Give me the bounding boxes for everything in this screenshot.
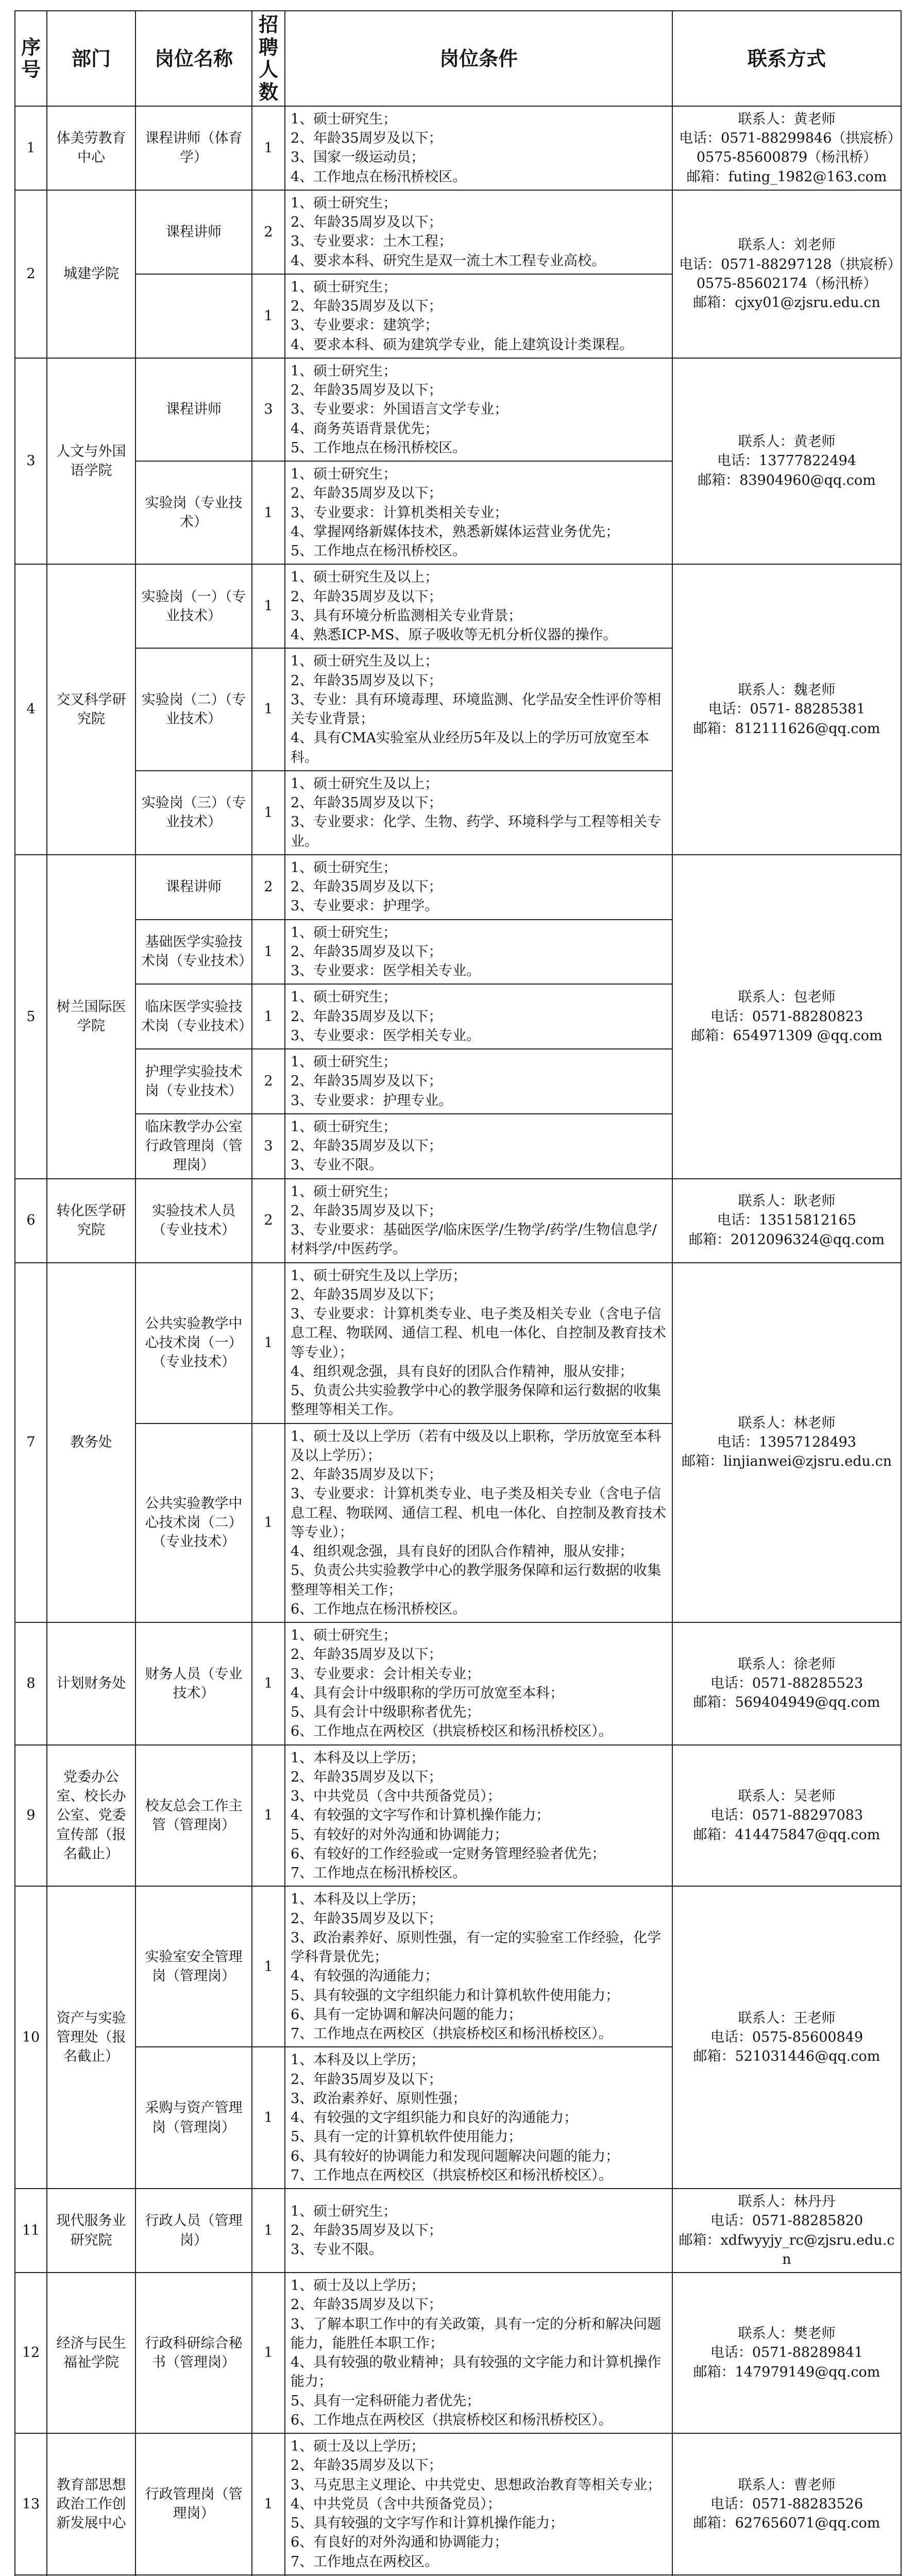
row-number: 12 bbox=[15, 2273, 47, 2433]
condition-line: 7、工作地点在两校区（拱宸桥校区和杨汛桥校区）。 bbox=[291, 2026, 613, 2042]
post-name: 实验室安全管理岗（管理岗） bbox=[135, 1886, 252, 2047]
condition-line: 4、有较强的沟通能力； bbox=[291, 1968, 439, 1985]
condition-line: 1、硕士研究生； bbox=[291, 1628, 397, 1643]
contact-line: 邮箱：654971309 @qq.com bbox=[691, 1027, 883, 1044]
condition-line: 1、硕士及以上学历（若有中级及以上职称，学历放宽至本科及以上学历）； bbox=[291, 1428, 662, 1464]
post-conditions bbox=[285, 358, 672, 461]
condition-line: 6、工作地点在两校区（拱宸桥校区和杨汛桥校区）。 bbox=[291, 2412, 613, 2428]
condition-line: 5、负责公共实验教学中心的教学服务保障和运行数据的收集整理等相关工作。 bbox=[291, 1383, 662, 1418]
contact-info bbox=[672, 2189, 901, 2273]
department-name: 树兰国际医学院 bbox=[47, 855, 135, 1179]
contact-line: 联系人：耿老师 bbox=[738, 1193, 836, 1210]
condition-line: 5、具有一定科研能力者优先； bbox=[291, 2393, 481, 2409]
condition-line: 7、工作地点在杨汛桥校区。 bbox=[291, 1865, 467, 1881]
condition-line: 5、具有较强的文字写作和计算机操作能力； bbox=[291, 2515, 564, 2531]
contact-line: 联系人：林老师 bbox=[738, 1415, 836, 1431]
table-row bbox=[15, 358, 901, 461]
contact-line: 联系人：刘老师 bbox=[738, 237, 836, 253]
header-post: 岗位名称 bbox=[135, 11, 252, 106]
condition-line: 2、年龄35周岁及以下； bbox=[291, 214, 443, 230]
post-conditions bbox=[285, 648, 672, 771]
table-row bbox=[15, 1886, 901, 2047]
condition-line: 4、具有CMA实验室从业经历5年及以上的学历可放宽至本科。 bbox=[291, 730, 650, 766]
row-number: 3 bbox=[15, 358, 47, 565]
condition-line: 5、工作地点在杨汛桥校区。 bbox=[291, 543, 467, 559]
hire-count: 1 bbox=[252, 461, 285, 564]
post-conditions bbox=[285, 855, 672, 920]
post-conditions bbox=[285, 1263, 672, 1423]
condition-line: 3、专业要求：计算机类专业、电子类及相关专业（含电子信息工程、物联网、通信工程、机电一体化、自控制及教育技术等专业）； bbox=[291, 1306, 666, 1361]
hire-count: 1 bbox=[252, 564, 285, 648]
condition-line: 1、硕士研究生； bbox=[291, 1054, 397, 1070]
hire-count: 2 bbox=[252, 1179, 285, 1263]
condition-line: 3、政治素养好、原则性强； bbox=[291, 2090, 467, 2107]
post-name: 课程讲师 bbox=[135, 190, 252, 274]
header-count: 招聘人数 bbox=[252, 11, 285, 106]
row-number: 7 bbox=[15, 1263, 47, 1623]
condition-line: 4、掌握网络新媒体技术，熟悉新媒体运营业务优先； bbox=[291, 523, 620, 540]
condition-line: 5、负责公共实验教学中心的教学服务保障和运行数据的收集整理等相关工作； bbox=[291, 1563, 662, 1598]
condition-line: 5、具有一定的计算机软件使用能力； bbox=[291, 2129, 522, 2145]
contact-info bbox=[672, 564, 901, 855]
department-name: 交叉科学研究院 bbox=[47, 564, 135, 855]
condition-line: 2、年龄35周岁及以下； bbox=[291, 2297, 443, 2313]
hire-count: 1 bbox=[252, 771, 285, 855]
post-name: 行政人员（管理岗） bbox=[135, 2189, 252, 2273]
condition-line: 1、硕士研究生； bbox=[291, 989, 397, 1006]
condition-line: 3、专业要求：计算机类相关专业； bbox=[291, 504, 509, 521]
condition-line: 3、专业：具有环境毒理、环境监测、化学品安全性评价等相关专业背景； bbox=[291, 691, 662, 727]
post-name: 实验岗（专业技术） bbox=[135, 461, 252, 564]
condition-line: 2、年龄35周岁及以下； bbox=[291, 130, 443, 146]
header-contact: 联系方式 bbox=[672, 11, 901, 106]
contact-line: 邮箱：cjxy01@zjsru.edu.cn bbox=[693, 295, 880, 311]
recruitment-table bbox=[14, 10, 902, 2576]
condition-line: 6、具有一定协调和解决问题的能力； bbox=[291, 2006, 522, 2023]
contact-line: 邮箱：521031446@qq.com bbox=[693, 2048, 880, 2065]
condition-line: 3、政治素养好、原则性强，有一定的实验室工作经验，化学学科背景优先； bbox=[291, 1929, 662, 1965]
condition-line: 4、具有较强的敬业精神；具有较强的文字能力和计算机操作能力； bbox=[291, 2354, 662, 2390]
condition-line: 3、专业要求：医学相关专业。 bbox=[291, 963, 481, 979]
table-row bbox=[15, 2189, 901, 2273]
condition-line: 1、硕士研究生； bbox=[291, 859, 397, 876]
condition-line: 3、专业要求：基础医学/临床医学/生物学/药学/生物信息学/材料学/中医药学。 bbox=[291, 1222, 657, 1258]
condition-line: 2、年龄35周岁及以下； bbox=[291, 1769, 443, 1785]
condition-line: 4、要求本科、研究生是双一流土木工程专业高校。 bbox=[291, 252, 606, 269]
department-name: 体美劳教育中心 bbox=[47, 106, 135, 190]
contact-line: 联系人：曹老师 bbox=[738, 2477, 836, 2493]
condition-line: 1、硕士研究生； bbox=[291, 1183, 397, 1200]
post-name: 校友总会工作主管（管理岗） bbox=[135, 1745, 252, 1887]
post-name: 课程讲师（体育学） bbox=[135, 106, 252, 190]
table-row bbox=[15, 190, 901, 274]
hire-count: 1 bbox=[252, 2047, 285, 2189]
condition-line: 3、专业要求：医学相关专业。 bbox=[291, 1027, 481, 1044]
hire-count: 3 bbox=[252, 1114, 285, 1179]
contact-info bbox=[672, 1622, 901, 1745]
post-name: 采购与资产管理岗（管理岗） bbox=[135, 2047, 252, 2189]
condition-line: 6、工作地点在杨汛桥校区。 bbox=[291, 1601, 467, 1617]
row-number: 10 bbox=[15, 1886, 47, 2189]
condition-line: 2、年龄35周岁及以下； bbox=[291, 1202, 443, 1219]
row-number: 1 bbox=[15, 106, 47, 190]
condition-line: 4、有较强的文字写作和计算机操作能力； bbox=[291, 1807, 550, 1824]
contact-info bbox=[672, 1886, 901, 2189]
contact-line: 邮箱：linjianwei@zjsru.edu.cn bbox=[682, 1453, 892, 1470]
post-conditions bbox=[285, 1745, 672, 1887]
department-name: 经济与民生福祉学院 bbox=[47, 2273, 135, 2433]
post-name: 实验岗（二）（专业技术） bbox=[135, 648, 252, 771]
hire-count: 2 bbox=[252, 1049, 285, 1114]
contact-line: 邮箱：83904960@qq.com bbox=[698, 472, 876, 488]
contact-info bbox=[672, 2433, 901, 2575]
table-row bbox=[15, 1263, 901, 1423]
header-dept: 部门 bbox=[47, 11, 135, 106]
hire-count: 1 bbox=[252, 106, 285, 190]
contact-line: 电话：0571-88280823 bbox=[710, 1008, 863, 1025]
post-name: 课程讲师 bbox=[135, 855, 252, 920]
post-name: 实验岗（一）（专业技术） bbox=[135, 564, 252, 648]
condition-line: 2、年龄35周岁及以下； bbox=[291, 879, 443, 895]
contact-line: 电话：0571-88285523 bbox=[710, 1675, 863, 1692]
header-row bbox=[15, 11, 901, 106]
hire-count: 2 bbox=[252, 855, 285, 920]
contact-line: 联系人：林丹丹 bbox=[738, 2194, 836, 2210]
condition-line: 3、专业要求：护理专业。 bbox=[291, 1092, 453, 1109]
condition-line: 3、专业要求：护理学。 bbox=[291, 898, 439, 914]
table-row bbox=[15, 2273, 901, 2433]
post-conditions bbox=[285, 984, 672, 1049]
row-number: 5 bbox=[15, 855, 47, 1179]
condition-line: 3、专业要求：建筑学； bbox=[291, 317, 439, 334]
department-name: 人文与外国语学院 bbox=[47, 358, 135, 565]
condition-line: 1、硕士及以上学历； bbox=[291, 2278, 425, 2294]
post-name: 护理学实验技术岗（专业技术） bbox=[135, 1049, 252, 1114]
table-row bbox=[15, 1179, 901, 1263]
condition-line: 5、具有较强的文字组织能力和计算机软件使用能力； bbox=[291, 1987, 620, 2004]
row-number: 11 bbox=[15, 2189, 47, 2273]
contact-line: 邮箱：414475847@qq.com bbox=[693, 1826, 880, 1843]
contact-line: 电话：0571-88297128（拱宸桥）0575-85602174（杨汛桥） bbox=[679, 256, 894, 292]
condition-line: 3、具有环境分析监测相关专业背景； bbox=[291, 607, 522, 624]
condition-line: 1、硕士研究生； bbox=[291, 279, 397, 295]
condition-line: 2、年龄35周岁及以下； bbox=[291, 1910, 443, 1927]
post-conditions bbox=[285, 1114, 672, 1179]
hire-count: 1 bbox=[252, 1423, 285, 1623]
condition-line: 3、专业要求：化学、生物、药学、环境科学与工程等相关专业。 bbox=[291, 814, 662, 850]
contact-line: 邮箱：627656071@qq.com bbox=[693, 2515, 880, 2531]
post-conditions bbox=[285, 2273, 672, 2433]
condition-line: 1、本科及以上学历； bbox=[291, 1891, 425, 1908]
condition-line: 5、有较好的对外沟通和协调能力； bbox=[291, 1826, 509, 1843]
post-conditions bbox=[285, 190, 672, 274]
contact-line: 电话：0571-88289841 bbox=[710, 2345, 863, 2361]
post-conditions bbox=[285, 771, 672, 855]
contact-line: 邮箱：569404949@qq.com bbox=[693, 1694, 880, 1711]
contact-line: 邮箱：812111626@qq.com bbox=[693, 720, 880, 737]
header-no: 序号 bbox=[15, 11, 47, 106]
condition-line: 2、年龄35周岁及以下； bbox=[291, 943, 443, 960]
condition-line: 1、硕士研究生； bbox=[291, 466, 397, 482]
condition-line: 2、年龄35周岁及以下； bbox=[291, 1073, 443, 1090]
condition-line: 2、年龄35周岁及以下； bbox=[291, 2458, 443, 2474]
table-row bbox=[15, 1745, 901, 1887]
post-name: 实验岗（三）（专业技术） bbox=[135, 771, 252, 855]
condition-line: 4、具有会计中级职称的学历可放宽至本科； bbox=[291, 1685, 564, 1701]
condition-line: 3、马克思主义理论、中共党史、思想政治教育等相关专业； bbox=[291, 2477, 662, 2493]
condition-line: 1、硕士研究生及以上； bbox=[291, 775, 439, 792]
department-name: 现代服务业研究院 bbox=[47, 2189, 135, 2273]
contact-line: 联系人：黄老师 bbox=[738, 111, 836, 127]
post-name: 财务人员（专业技术） bbox=[135, 1622, 252, 1745]
condition-line: 4、组织观念强，具有良好的团队合作精神，服从安排； bbox=[291, 1363, 634, 1380]
contact-line: 联系人：包老师 bbox=[738, 989, 836, 1006]
table-row bbox=[15, 106, 901, 190]
post-name: 课程讲师 bbox=[135, 358, 252, 461]
condition-line: 3、专业要求：外国语言文学专业； bbox=[291, 401, 509, 418]
post-conditions bbox=[285, 2433, 672, 2575]
condition-line: 3、专业要求：计算机类专业、电子类及相关专业（含电子信息工程、物联网、通信工程、机电一体化、自控制及教育技术等专业）； bbox=[291, 1486, 666, 1540]
condition-line: 4、有较强的文字组织能力和良好的沟通能力； bbox=[291, 2110, 578, 2126]
post-conditions bbox=[285, 920, 672, 985]
contact-line: 邮箱：futing_1982@163.com bbox=[686, 168, 887, 185]
condition-line: 1、硕士研究生及以上； bbox=[291, 653, 439, 670]
condition-line: 5、工作地点在杨汛桥校区。 bbox=[291, 439, 467, 456]
post-name: 公共实验教学中心技术岗（一）（专业技术） bbox=[135, 1263, 252, 1423]
hire-count: 1 bbox=[252, 1745, 285, 1887]
post-conditions bbox=[285, 106, 672, 190]
condition-line: 1、硕士及以上学历； bbox=[291, 2438, 425, 2454]
condition-line: 6、具有较好的协调能力和发现问题解决问题的能力； bbox=[291, 2148, 620, 2164]
department-name: 城建学院 bbox=[47, 190, 135, 358]
condition-line: 3、专业要求：土木工程； bbox=[291, 233, 453, 250]
condition-line: 3、专业不限。 bbox=[291, 1157, 383, 1174]
post-name: 临床教学办公室行政管理岗（管理岗） bbox=[135, 1114, 252, 1179]
contact-info bbox=[672, 2273, 901, 2433]
condition-line: 2、年龄35周岁及以下； bbox=[291, 1008, 443, 1025]
condition-line: 7、工作地点在两校区。 bbox=[291, 2553, 439, 2570]
contact-line: 电话：0571- 88285381 bbox=[708, 701, 866, 718]
contact-line: 电话：0571-88283526 bbox=[710, 2496, 863, 2512]
post-name: 公共实验教学中心技术岗（二）（专业技术） bbox=[135, 1423, 252, 1623]
condition-line: 6、工作地点在两校区（拱宸桥校区和杨汛桥校区）。 bbox=[291, 1723, 613, 1740]
contact-info bbox=[672, 358, 901, 565]
table-row bbox=[15, 1622, 901, 1745]
condition-line: 3、中共党员（含中共预备党员）； bbox=[291, 1788, 501, 1804]
condition-line: 1、硕士研究生及以上； bbox=[291, 569, 439, 586]
post-conditions bbox=[285, 1179, 672, 1263]
post-conditions bbox=[285, 1423, 672, 1623]
header-conditions: 岗位条件 bbox=[285, 11, 672, 106]
condition-line: 3、国家一级运动员； bbox=[291, 149, 425, 166]
post-conditions bbox=[285, 2047, 672, 2189]
contact-line: 电话：13957128493 bbox=[717, 1434, 856, 1451]
contact-line: 联系人：吴老师 bbox=[738, 1788, 836, 1804]
condition-line: 2、年龄35周岁及以下； bbox=[291, 2222, 443, 2239]
condition-line: 2、年龄35周岁及以下； bbox=[291, 795, 443, 811]
condition-line: 2、年龄35周岁及以下； bbox=[291, 1138, 443, 1154]
condition-line: 2、年龄35周岁及以下； bbox=[291, 672, 443, 689]
contact-line: 联系人：魏老师 bbox=[738, 682, 836, 699]
row-number: 2 bbox=[15, 190, 47, 358]
table-row bbox=[15, 564, 901, 648]
contact-line: 电话：13515812165 bbox=[717, 1212, 856, 1229]
post-conditions bbox=[285, 461, 672, 564]
department-name: 计划财务处 bbox=[47, 1622, 135, 1745]
hire-count: 1 bbox=[252, 2189, 285, 2273]
hire-count: 1 bbox=[252, 1263, 285, 1423]
condition-line: 3、专业不限。 bbox=[291, 2242, 383, 2258]
contact-info bbox=[672, 106, 901, 190]
condition-line: 1、本科及以上学历； bbox=[291, 2052, 425, 2069]
department-name: 教务处 bbox=[47, 1263, 135, 1623]
condition-line: 4、熟悉ICP-MS、原子吸收等无机分析仪器的操作。 bbox=[291, 627, 617, 643]
contact-line: 电话：0575-85600849 bbox=[710, 2029, 863, 2045]
condition-line: 4、商务英语背景优先； bbox=[291, 420, 439, 437]
department-name: 教育部思想政治工作创新发展中心 bbox=[47, 2433, 135, 2575]
department-name: 资产与实验管理处（报名截止） bbox=[47, 1886, 135, 2189]
hire-count: 1 bbox=[252, 1886, 285, 2047]
hire-count: 1 bbox=[252, 1622, 285, 1745]
contact-line: 联系人：徐老师 bbox=[738, 1656, 836, 1672]
contact-line: 联系人：樊老师 bbox=[738, 2326, 836, 2342]
table-row bbox=[15, 2433, 901, 2575]
contact-line: 电话：0571-88299846（拱宸桥）0575-85600879（杨汛桥） bbox=[679, 130, 894, 166]
hire-count: 1 bbox=[252, 920, 285, 985]
contact-line: 邮箱：xdfwyyjy_rc@zjsru.edu.cn bbox=[679, 2232, 895, 2267]
condition-line: 7、工作地点在两校区（拱宸桥校区和杨汛桥校区）。 bbox=[291, 2167, 613, 2183]
contact-info bbox=[672, 1263, 901, 1623]
condition-line: 5、具有会计中级职称者优先； bbox=[291, 1704, 481, 1720]
post-conditions bbox=[285, 2189, 672, 2273]
post-name bbox=[135, 274, 252, 358]
post-conditions bbox=[285, 1622, 672, 1745]
condition-line: 6、有良好的对外沟通和协调能力； bbox=[291, 2534, 509, 2551]
condition-line: 1、硕士研究生； bbox=[291, 2203, 397, 2219]
condition-line: 1、硕士研究生； bbox=[291, 363, 397, 379]
condition-line: 2、年龄35周岁及以下； bbox=[291, 2071, 443, 2088]
row-number: 13 bbox=[15, 2433, 47, 2575]
condition-line: 2、年龄35周岁及以下； bbox=[291, 588, 443, 605]
post-name: 行政管理岗（管理岗） bbox=[135, 2433, 252, 2575]
department-name: 转化医学研究院 bbox=[47, 1179, 135, 1263]
contact-line: 电话：0571-88285820 bbox=[710, 2213, 863, 2229]
condition-line: 6、有较好的工作经验或一定财务管理经验者优先； bbox=[291, 1845, 606, 1862]
row-number: 4 bbox=[15, 564, 47, 855]
hire-count: 1 bbox=[252, 984, 285, 1049]
condition-line: 4、中共党员（含中共预备党员）； bbox=[291, 2496, 501, 2512]
condition-line: 2、年龄35周岁及以下； bbox=[291, 1467, 443, 1483]
condition-line: 4、工作地点在杨汛桥校区。 bbox=[291, 168, 467, 185]
post-name: 基础医学实验技术岗（专业技术） bbox=[135, 920, 252, 985]
condition-line: 2、年龄35周岁及以下； bbox=[291, 382, 443, 398]
contact-line: 联系人：黄老师 bbox=[738, 434, 836, 450]
condition-line: 4、要求本科、硕为建筑学专业，能上建筑设计类课程。 bbox=[291, 336, 634, 353]
post-conditions bbox=[285, 1049, 672, 1114]
post-name: 实验技术人员（专业技术） bbox=[135, 1179, 252, 1263]
post-name: 临床医学实验技术岗（专业技术） bbox=[135, 984, 252, 1049]
contact-info bbox=[672, 1745, 901, 1887]
hire-count: 1 bbox=[252, 2433, 285, 2575]
contact-line: 邮箱：2012096324@qq.com bbox=[689, 1231, 885, 1248]
post-conditions bbox=[285, 1886, 672, 2047]
post-conditions bbox=[285, 564, 672, 648]
contact-info bbox=[672, 855, 901, 1179]
contact-info bbox=[672, 1179, 901, 1263]
condition-line: 1、硕士研究生及以上学历； bbox=[291, 1267, 467, 1284]
row-number: 6 bbox=[15, 1179, 47, 1263]
row-number: 9 bbox=[15, 1745, 47, 1887]
condition-line: 1、本科及以上学历； bbox=[291, 1750, 425, 1766]
hire-count: 1 bbox=[252, 648, 285, 771]
condition-line: 1、硕士研究生； bbox=[291, 924, 397, 941]
contact-line: 电话：0571-88297083 bbox=[710, 1807, 863, 1824]
department-name: 党委办公室、校长办公室、党委宣传部（报名截止） bbox=[47, 1745, 135, 1887]
contact-line: 邮箱：147979149@qq.com bbox=[693, 2364, 880, 2380]
table-row bbox=[15, 855, 901, 920]
row-number: 8 bbox=[15, 1622, 47, 1745]
post-conditions bbox=[285, 274, 672, 358]
hire-count: 2 bbox=[252, 190, 285, 274]
post-name: 行政科研综合秘书（管理岗） bbox=[135, 2273, 252, 2433]
condition-line: 1、硕士研究生； bbox=[291, 195, 397, 211]
condition-line: 2、年龄35周岁及以下； bbox=[291, 1286, 443, 1303]
condition-line: 3、专业要求：会计相关专业； bbox=[291, 1666, 481, 1682]
contact-line: 电话：13777822494 bbox=[717, 453, 856, 469]
condition-line: 1、硕士研究生； bbox=[291, 1118, 397, 1135]
condition-line: 2、年龄35周岁及以下； bbox=[291, 298, 443, 314]
hire-count: 1 bbox=[252, 2273, 285, 2433]
contact-line: 联系人：王老师 bbox=[738, 2010, 836, 2026]
condition-line: 2、年龄35周岁及以下； bbox=[291, 1647, 443, 1663]
hire-count: 3 bbox=[252, 358, 285, 461]
condition-line: 3、了解本职工作中的有关政策，具有一定的分析和解决问题能力，能胜任本职工作； bbox=[291, 2316, 662, 2351]
contact-info bbox=[672, 190, 901, 358]
condition-line: 2、年龄35周岁及以下； bbox=[291, 485, 443, 502]
table-body bbox=[15, 106, 901, 2576]
condition-line: 4、组织观念强，具有良好的团队合作精神，服从安排； bbox=[291, 1544, 634, 1560]
condition-line: 1、硕士研究生； bbox=[291, 111, 397, 127]
hire-count: 1 bbox=[252, 274, 285, 358]
